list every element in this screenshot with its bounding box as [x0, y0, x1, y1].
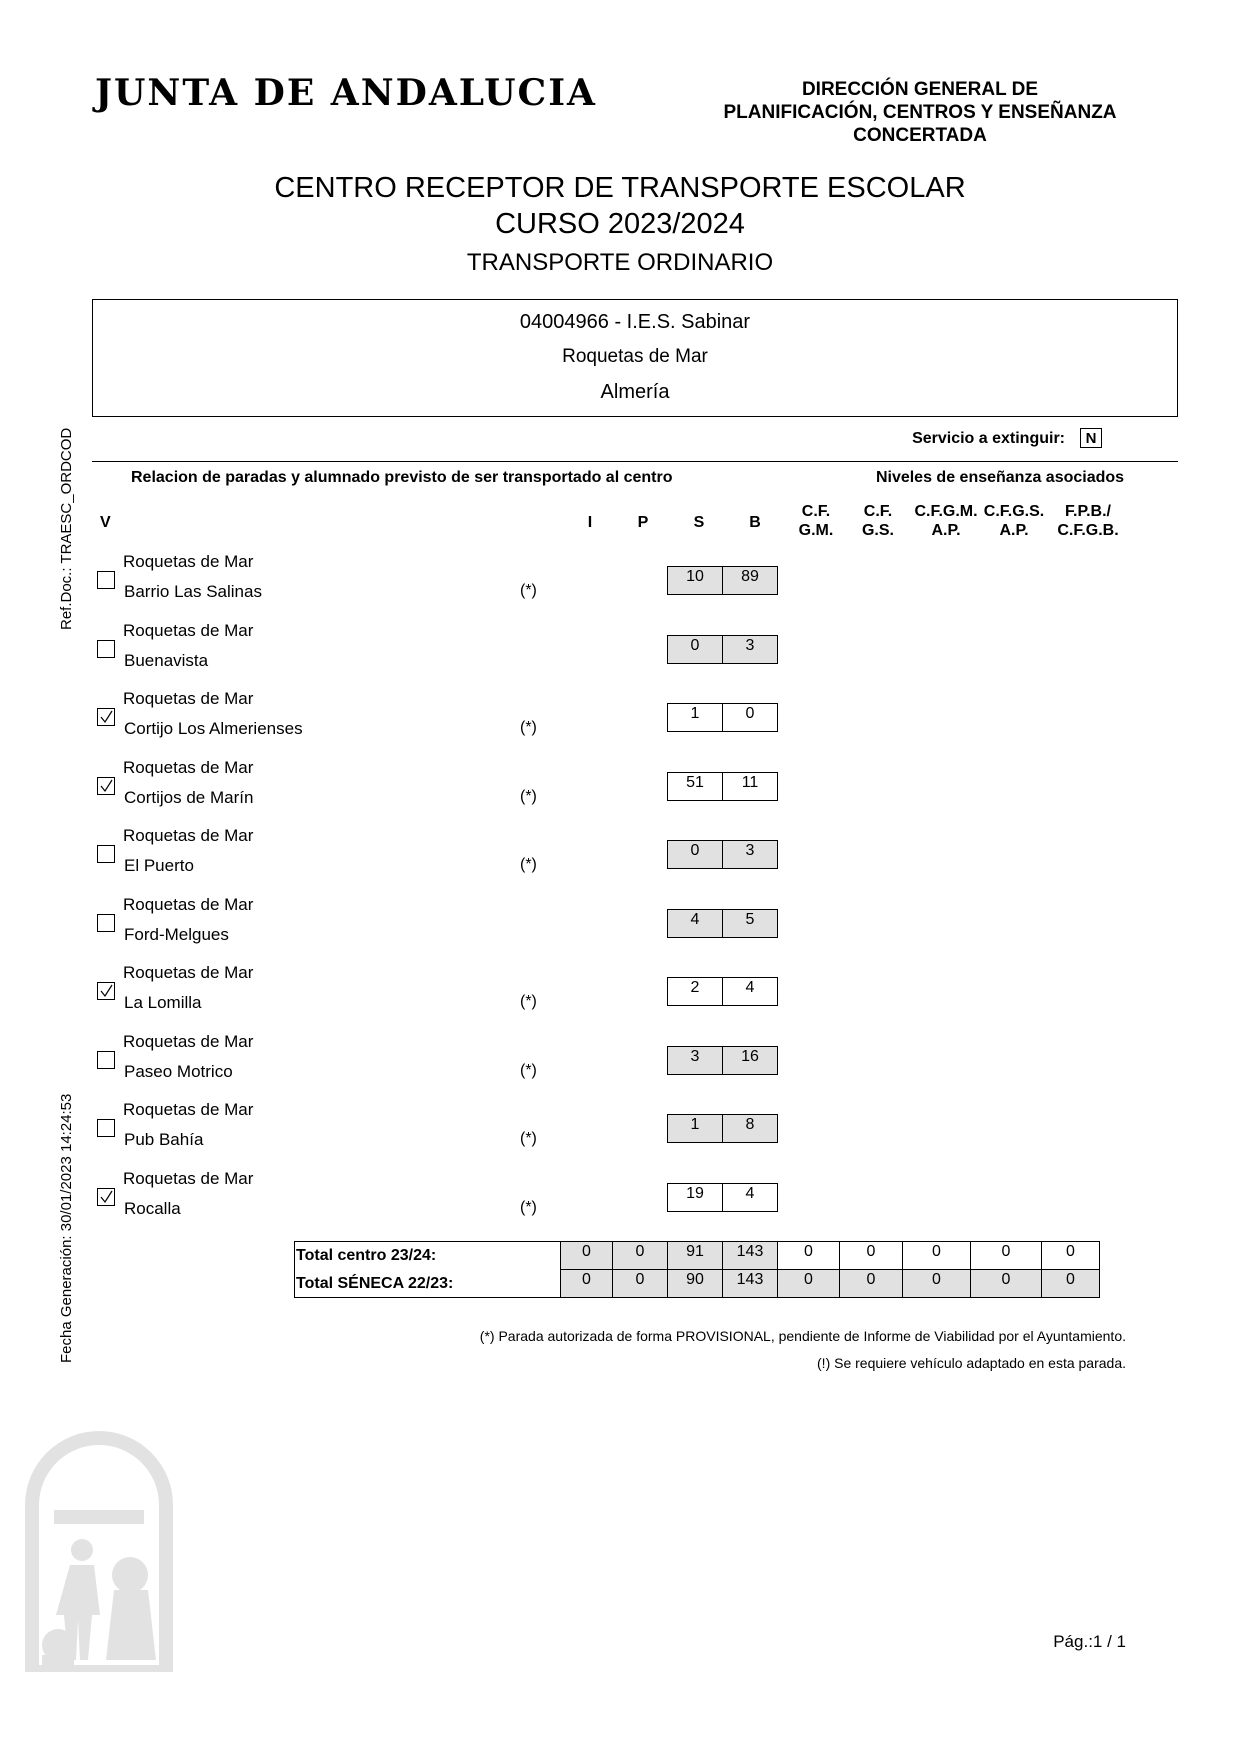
center-town: Roquetas de Mar	[562, 346, 708, 367]
stop-town: Roquetas de Mar	[123, 1100, 254, 1119]
stop-checkbox[interactable]	[97, 1188, 115, 1206]
col-header-cfgmap-line1: C.F.G.M.	[914, 503, 978, 520]
stop-count-s: 3	[667, 1046, 723, 1075]
stop-town: Roquetas de Mar	[123, 1032, 254, 1051]
stop-count-s: 51	[667, 772, 723, 801]
stop-town: Roquetas de Mar	[123, 963, 254, 982]
stop-count-s: 4	[667, 909, 723, 938]
stop-count-b: 11	[722, 772, 778, 801]
stop-town: Roquetas de Mar	[123, 621, 254, 640]
transport-type: TRANSPORTE ORDINARIO	[466, 249, 774, 276]
provisional-marker: (*)	[520, 1130, 537, 1147]
section-divider	[92, 461, 1178, 462]
total-cell: 0	[612, 1269, 668, 1298]
levels-section-heading: Niveles de enseñanza asociados	[875, 469, 1125, 486]
stop-checkbox[interactable]	[97, 845, 115, 863]
total-cell: 91	[667, 1241, 723, 1270]
col-header-cfgs-line1: C.F.	[863, 503, 893, 520]
total-cell: 90	[667, 1269, 723, 1298]
stop-count-b: 3	[722, 840, 778, 869]
department-line-1: DIRECCIÓN GENERAL DE	[801, 79, 1039, 100]
provisional-marker: (*)	[520, 719, 537, 736]
check-mark-icon	[99, 779, 113, 793]
provisional-marker: (*)	[520, 993, 537, 1010]
document-title: CENTRO RECEPTOR DE TRANSPORTE ESCOLAR	[274, 172, 966, 204]
logo-junta-de-andalucia: JUNTA DE ANDALUCIA	[95, 72, 597, 114]
stop-name: El Puerto	[124, 856, 194, 875]
service-extinguish-label: Servicio a extinguir:	[912, 430, 1065, 447]
provisional-marker: (*)	[520, 582, 537, 599]
col-header-p: P	[637, 514, 649, 531]
stop-name: Rocalla	[124, 1199, 181, 1218]
col-header-cfgm-line1: C.F.	[801, 503, 831, 520]
total-cell: 0	[777, 1269, 840, 1298]
provisional-marker: (*)	[520, 788, 537, 805]
col-header-b: B	[749, 514, 761, 531]
total-cell: 0	[970, 1269, 1042, 1298]
check-mark-icon	[99, 1190, 113, 1204]
stop-checkbox[interactable]	[97, 571, 115, 589]
stop-name: Cortijo Los Almerienses	[124, 719, 303, 738]
provisional-marker: (*)	[520, 1062, 537, 1079]
stop-count-s: 0	[667, 840, 723, 869]
stop-count-b: 89	[722, 566, 778, 595]
stop-town: Roquetas de Mar	[123, 1169, 254, 1188]
department-heading	[680, 78, 1160, 147]
service-extinguish-value: N	[1080, 428, 1102, 448]
total-cell: 0	[777, 1241, 840, 1270]
stops-section-heading: Relacion de paradas y alumnado previsto de ser transportado al centro	[131, 469, 673, 486]
stop-count-s: 10	[667, 566, 723, 595]
stop-count-b: 8	[722, 1114, 778, 1143]
col-header-i: I	[587, 514, 593, 531]
center-name: 04004966 - I.E.S. Sabinar	[519, 311, 751, 333]
stop-name: Barrio Las Salinas	[124, 582, 262, 601]
document-reference: Ref.Doc.: TRAESC_ORDCOD	[58, 427, 75, 630]
stop-count-b: 4	[722, 1183, 778, 1212]
stop-town: Roquetas de Mar	[123, 826, 254, 845]
andalucia-emblem-icon	[24, 1410, 174, 1672]
col-header-fpb-line2: C.F.G.B.	[1057, 522, 1119, 539]
stop-town: Roquetas de Mar	[123, 758, 254, 777]
stop-checkbox[interactable]	[97, 640, 115, 658]
center-info-box	[92, 299, 1178, 417]
col-header-cfgm	[786, 502, 846, 540]
total-cell: 0	[560, 1269, 613, 1298]
course-year: CURSO 2023/2024	[495, 208, 745, 240]
stop-checkbox[interactable]	[97, 914, 115, 932]
stop-count-s: 19	[667, 1183, 723, 1212]
col-header-cfgm-line2: G.M.	[798, 522, 834, 539]
footnote-provisional: (*) Parada autorizada de forma PROVISIONAL, pendiente de Informe de Viabilidad por el Ayuntamiento.	[479, 1328, 1126, 1344]
check-mark-icon	[99, 710, 113, 724]
total-cell: 0	[1041, 1269, 1100, 1298]
col-header-fpb-line1: F.P.B./	[1065, 503, 1111, 520]
stop-count-s: 1	[667, 1114, 723, 1143]
stop-name: Pub Bahía	[124, 1130, 204, 1149]
footnote-adapted-vehicle: (!) Se requiere vehículo adaptado en esta parada.	[817, 1355, 1126, 1371]
col-header-cfgmap-line2: A.P.	[931, 522, 961, 539]
total-cell: 0	[560, 1241, 613, 1270]
total-cell: 143	[722, 1269, 778, 1298]
page-number: Pág.:1 / 1	[1053, 1632, 1126, 1651]
total-cell: 0	[970, 1241, 1042, 1270]
col-header-cfgsap	[974, 502, 1054, 540]
stop-checkbox[interactable]	[97, 777, 115, 795]
total-cell: 0	[839, 1241, 903, 1270]
stop-checkbox[interactable]	[97, 1119, 115, 1137]
col-header-cfgsap-line1: C.F.G.S.	[983, 503, 1045, 520]
total-cell: 0	[612, 1241, 668, 1270]
department-line-3: CONCERTADA	[853, 125, 987, 146]
stop-count-s: 1	[667, 703, 723, 732]
stop-name: Ford-Melgues	[124, 925, 229, 944]
total-cell: 143	[722, 1241, 778, 1270]
total-cell: 0	[1041, 1241, 1100, 1270]
total-cell: 0	[902, 1241, 971, 1270]
stop-checkbox[interactable]	[97, 708, 115, 726]
center-province: Almería	[600, 381, 670, 403]
col-header-cfgsap-line2: A.P.	[999, 522, 1029, 539]
stop-count-s: 0	[667, 635, 723, 664]
department-line-2: PLANIFICACIÓN, CENTROS Y ENSEÑANZA	[723, 102, 1117, 123]
provisional-marker: (*)	[520, 856, 537, 873]
total-centro-label: Total centro 23/24:	[296, 1247, 437, 1264]
col-header-cfgs	[848, 502, 908, 540]
stop-count-b: 5	[722, 909, 778, 938]
stop-count-b: 4	[722, 977, 778, 1006]
col-header-cfgs-line2: G.S.	[861, 522, 894, 539]
stop-count-b: 3	[722, 635, 778, 664]
stop-town: Roquetas de Mar	[123, 552, 254, 571]
stop-checkbox[interactable]	[97, 982, 115, 1000]
stop-count-b: 0	[722, 703, 778, 732]
total-cell: 0	[902, 1269, 971, 1298]
stop-count-b: 16	[722, 1046, 778, 1075]
stop-checkbox[interactable]	[97, 1051, 115, 1069]
stop-name: Buenavista	[124, 651, 209, 670]
stop-name: Cortijos de Marín	[124, 788, 254, 807]
col-header-s: S	[693, 514, 705, 531]
stop-town: Roquetas de Mar	[123, 895, 254, 914]
total-cell: 0	[839, 1269, 903, 1298]
total-seneca-label: Total SÉNECA 22/23:	[296, 1275, 454, 1292]
generation-date: Fecha Generación: 30/01/2023 14:24:53	[58, 1093, 75, 1363]
stop-count-s: 2	[667, 977, 723, 1006]
check-mark-icon	[99, 984, 113, 998]
stop-name: Paseo Motrico	[124, 1062, 233, 1081]
stop-town: Roquetas de Mar	[123, 689, 254, 708]
stop-name: La Lomilla	[124, 993, 202, 1012]
provisional-marker: (*)	[520, 1199, 537, 1216]
col-header-fpb	[1046, 502, 1130, 540]
col-header-v: V	[100, 514, 111, 531]
